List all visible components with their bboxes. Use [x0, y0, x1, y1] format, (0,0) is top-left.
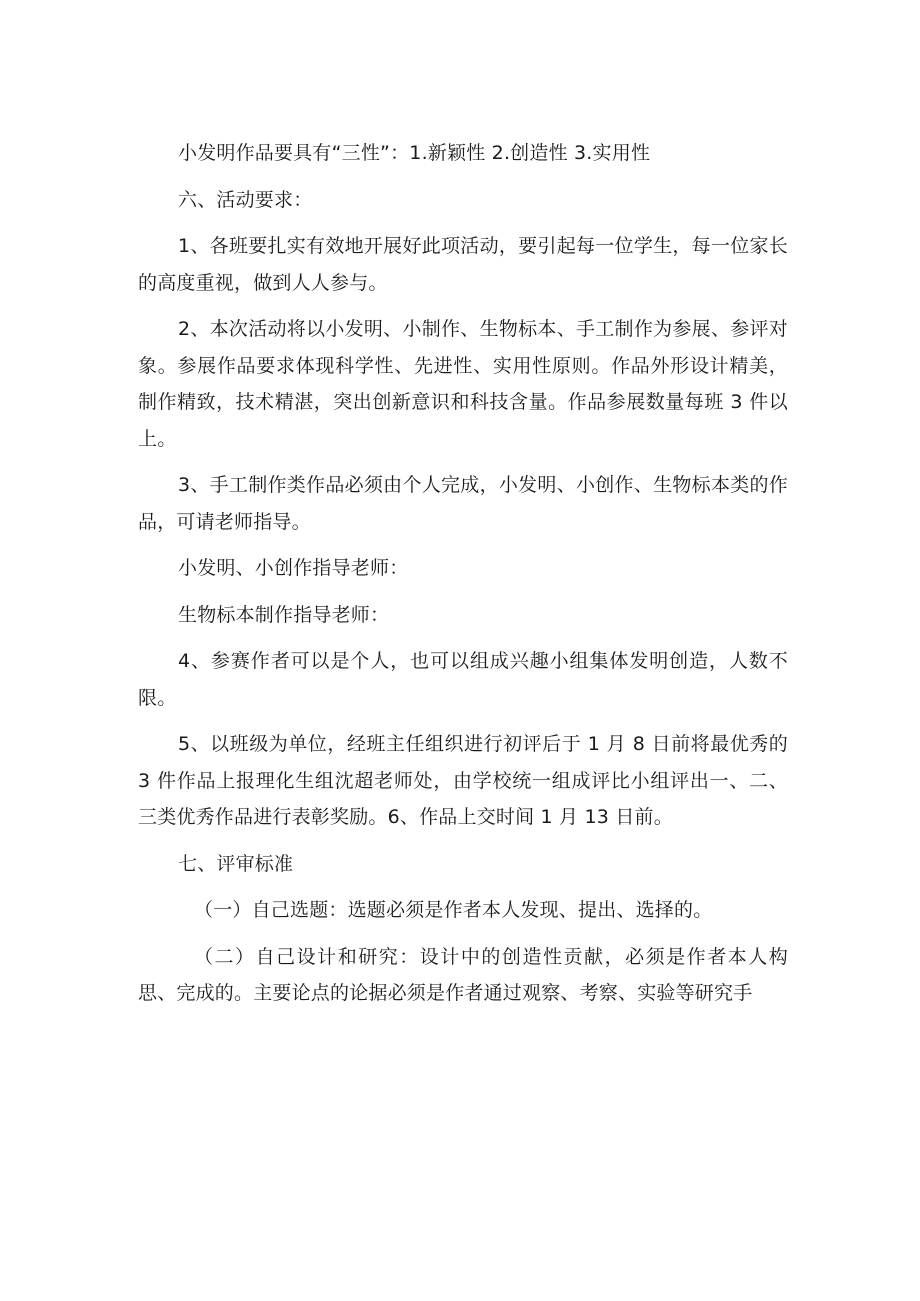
paragraph-requirement-1: 1、各班要扎实有效地开展好此项活动，要引起每一位学生，每一位家长的高度重视，做到人人参与。 — [138, 235, 788, 294]
heading-evaluation-criteria: 七、评审标准 — [178, 852, 294, 875]
paragraph-requirement-3: 3、手工制作类作品必须由个人完成，小发明、小创作、生物标本类的作品，可请老师指导。 — [138, 474, 788, 533]
heading-activity-requirements: 六、活动要求： — [178, 188, 313, 211]
paragraph-criterion-1: （一）自己选题：选题必须是作者本人发现、提出、选择的。 — [194, 899, 713, 921]
paragraph-three-properties: 小发明作品要具有“三性”：1.新颖性 2.创造性 3.实用性 — [178, 142, 651, 164]
paragraph-criterion-2: （二）自己设计和研究：设计中的创造性贡献，必须是作者本人构思、完成的。主要论点的论据必须是作者通过观察、考察、实验等研究手 — [138, 945, 788, 1004]
paragraph-requirement-4: 4、参赛作者可以是个人，也可以组成兴趣小组集体发明创造，人数不限。 — [138, 650, 788, 709]
document-body — [138, 135, 788, 1022]
line-invention-instructor: 小发明、小创作指导老师： — [178, 557, 409, 579]
paragraph-requirement-2: 2、本次活动将以小发明、小制作、生物标本、手工制作为参展、参评对象。参展作品要求体现科学性、先进性、实用性原则。作品外形设计精美，制作精致，技术精湛，突出创新意识和科技含量。作品参展数量每班 3 件以上。 — [138, 318, 788, 450]
paragraph-requirement-5-6: 5、以班级为单位，经班主任组织进行初评后于 1 月 8 日前将最优秀的 3 件作品上报理化生组沈超老师处，由学校统一组成评比小组评出一、二、三类优秀作品进行表彰奖励。6、作品上交时间 1 月 13 日前。 — [138, 733, 788, 828]
line-specimen-instructor: 生物标本制作指导老师： — [178, 603, 390, 626]
